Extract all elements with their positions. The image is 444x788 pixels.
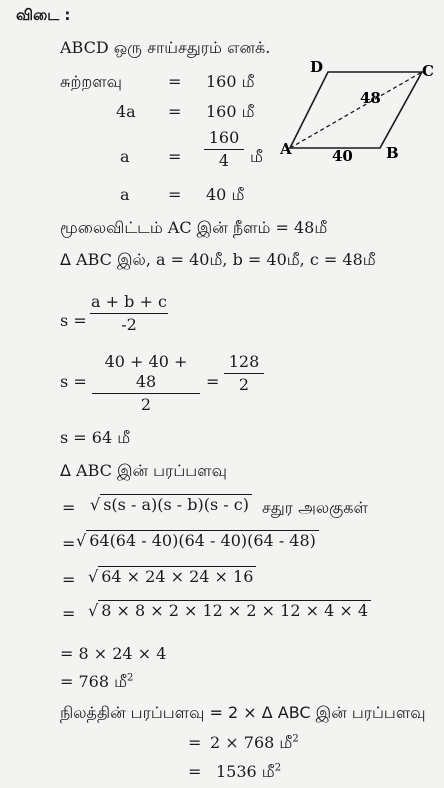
fraction-numerator: 160 — [208, 128, 240, 147]
area-label — [60, 461, 227, 482]
field-area-line — [60, 703, 426, 724]
sqrt-3: √ 64 × 24 × 24 × 16 — [88, 566, 256, 586]
s-result: s = 64 மீ — [60, 428, 131, 447]
field-value-2-text: 1536 மீ — [216, 762, 275, 781]
rhombus-statement: ABCD ஒரு சாய்சதுரம் எனக். — [60, 38, 271, 57]
square-sup: 2 — [127, 672, 134, 684]
s1-denominator: -2 — [121, 315, 137, 334]
field-value-1 — [210, 733, 299, 754]
triangle-sides: ABC இல், a = 40மீ, b = 40மீ, c = 48மீ — [76, 250, 376, 269]
area-label-text: ABC இன் பரப்பளவு — [76, 461, 227, 480]
area-768 — [60, 672, 133, 693]
vertex-d: D — [310, 58, 324, 76]
s-eq-3: = — [206, 372, 220, 391]
answer-label: விடை : — [16, 6, 71, 24]
field-value-1-text: 2 × 768 மீ — [210, 733, 293, 752]
side-length: 40 — [332, 147, 353, 165]
s-var-2 — [60, 372, 87, 391]
perimeter-label: சுற்றளவு — [60, 72, 122, 91]
s-fraction-3 — [224, 352, 264, 395]
field-area-text: நிலத்தின் பரப்பளவு = 2 × — [60, 703, 262, 722]
s3-numerator: 128 — [228, 352, 260, 371]
field-area-end: ABC இன் பரப்பளவு — [277, 703, 426, 722]
a-eq-2: = — [168, 185, 182, 204]
four-a-eq: = — [168, 102, 182, 121]
four-a-value: 160 மீ — [206, 102, 255, 121]
s-eq-2: = — [73, 372, 87, 391]
s-fraction-2 — [92, 352, 200, 415]
vertex-b: B — [386, 144, 399, 162]
s-symbol-2: s — [60, 372, 69, 391]
rhombus-diagram — [280, 58, 440, 168]
s3-denominator: 2 — [238, 375, 250, 394]
field-eq-1: = — [188, 733, 202, 752]
diagonal-statement: மூலைவிட்டம் AC இன் நீளம் = 48மீ — [60, 218, 328, 237]
field-value-2 — [216, 762, 281, 783]
delta-symbol-2: Δ — [60, 461, 71, 480]
sqrt-4: √ 8 × 8 × 2 × 12 × 2 × 12 × 4 × 4 — [88, 600, 371, 620]
s-var-1 — [60, 311, 87, 330]
a-var: a — [120, 147, 130, 166]
field-eq-2: = — [188, 762, 202, 781]
s2-bar — [92, 393, 200, 394]
fraction-160-4 — [204, 128, 244, 171]
a-eq: = — [168, 147, 182, 166]
unit-m: மீ — [250, 147, 263, 166]
eq-r1: = — [62, 498, 76, 517]
four-a: 4a — [116, 102, 136, 121]
a-value: 40 மீ — [206, 185, 245, 204]
eq-r3: = — [62, 570, 76, 589]
delta-symbol: Δ — [60, 250, 71, 269]
s1-bar — [90, 313, 168, 314]
radicand-2: 64(64 - 40)(64 - 40)(64 - 48) — [86, 530, 319, 550]
square-sup-3: 2 — [274, 762, 282, 774]
delta-symbol-3: Δ — [261, 703, 273, 722]
eq-r4: = — [62, 604, 76, 623]
square-units: சதுர அலகுகள் — [262, 498, 368, 517]
a-var-2: a — [120, 185, 130, 204]
sqrt-2: √ 64(64 - 40)(64 - 40)(64 - 48) — [76, 530, 319, 550]
s2-denominator: 2 — [140, 395, 152, 414]
radicand-1: s(s - a)(s - b)(s - c) — [100, 494, 252, 514]
radicand-4: 8 × 8 × 2 × 12 × 2 × 12 × 4 × 4 — [98, 600, 371, 620]
diagonal-length: 48 — [360, 89, 381, 107]
area-768-text: = 768 மீ — [60, 672, 128, 691]
vertex-a: A — [280, 140, 292, 158]
triangle-statement — [60, 250, 376, 271]
s3-bar — [224, 373, 264, 374]
sqrt-1: √ s(s - a)(s - b)(s - c) — [90, 494, 252, 514]
s2-numerator: 40 + 40 + 48 — [104, 352, 188, 391]
s-fraction-1 — [90, 292, 168, 335]
perimeter-value: 160 மீ — [206, 72, 255, 91]
fraction-denominator: 4 — [218, 151, 230, 170]
square-sup-2: 2 — [292, 733, 299, 745]
eq-r2: = — [62, 534, 76, 553]
fraction-bar — [204, 149, 244, 150]
s1-numerator: a + b + c — [91, 292, 167, 311]
vertex-c: C — [422, 62, 434, 80]
radicand-3: 64 × 24 × 24 × 16 — [98, 566, 256, 586]
s-symbol: s — [60, 311, 69, 330]
product-line: = 8 × 24 × 4 — [60, 644, 167, 663]
perimeter-eq: = — [168, 72, 182, 91]
s-eq: = — [73, 311, 87, 330]
